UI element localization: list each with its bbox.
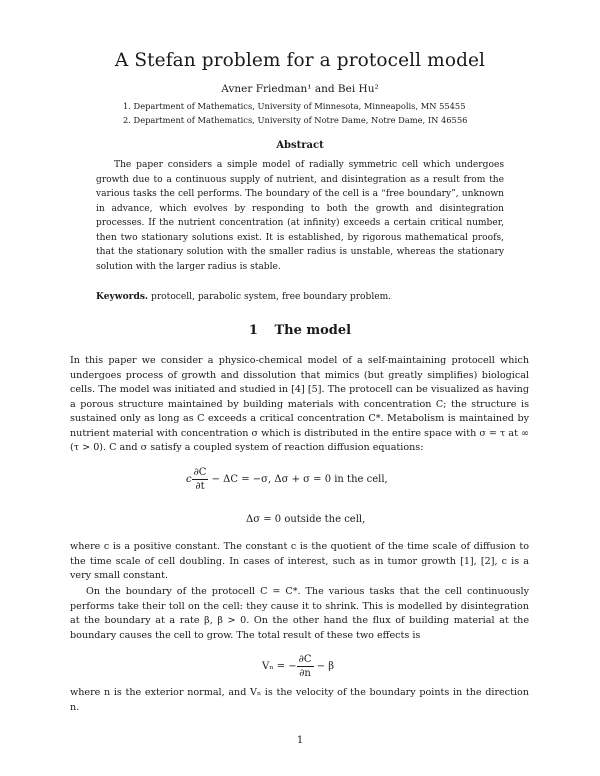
eq3-denominator: ∂n — [299, 668, 311, 679]
eq1-numerator: ∂C — [193, 467, 207, 478]
equation-2: Δσ = 0 outside the cell, — [246, 514, 366, 525]
paragraph-4: where n is the exterior normal, and Vₙ is the velocity of the boundary points in the direction n. — [70, 687, 529, 713]
abstract-heading: Abstract — [276, 140, 324, 151]
affiliation-2: 2. Department of Mathematics, University of Notre Dame, Notre Dame, IN 46556 — [123, 115, 468, 125]
section-number: 1 — [248, 323, 258, 338]
eq3-numerator: ∂C — [298, 654, 312, 665]
eq1-rest: − ΔC = −σ, Δσ + σ = 0 in the cell, — [208, 474, 388, 485]
paragraph-3: On the boundary of the protocell C = C*. The various tasks that the cell continuously performs take their toll on the cell: they cause it to shrink. This is modelled by disintegration at the boundary at a rate β, β > 0. On the other hand the flux of building material at the boundary causes the cell to grow. The total result of these two effects is — [70, 586, 529, 641]
eq1-fraction — [192, 466, 209, 493]
paragraph-2: where c is a positive constant. The constant c is the quotient of the time scale of diffusion to the time scale of cell doubling. In cases of interest, such as in tumor growth [1], [2], c is a very small constant. — [70, 541, 529, 581]
paper-title: A Stefan problem for a protocell model — [114, 50, 486, 71]
keywords-text: protocell, parabolic system, free boundary problem. — [151, 292, 392, 302]
paper-authors: Avner Friedman¹ and Bei Hu² — [221, 83, 379, 95]
keywords-label: Keywords. — [96, 291, 149, 302]
section-title: The model — [274, 323, 352, 338]
eq1-coefficient: c — [186, 474, 192, 485]
keywords-line — [96, 291, 391, 302]
eq3-rest: − β — [313, 661, 335, 672]
eq1-denominator: ∂t — [195, 481, 205, 492]
paragraph-1: In this paper we consider a physico-chemical model of a self-maintaining protocell which undergoes process of growth and dissolution that mimics (but greatly simplifies) biological cells. The model was initiated and studied in [4] [5]. The protocell can be visualized as having a porous structure maintained by building materials with concentration C; the structure is sustained only as long as C exceeds a critical concentration C*. Metabolism is maintained by nutrient material with concentration σ which is distributed in the entire space with σ = τ at ∞ (τ > 0). C and σ satisfy a coupled system of reaction diffusion equations: — [70, 355, 529, 453]
affiliation-1: 1. Department of Mathematics, University of Minnesota, Minneapolis, MN 55455 — [123, 101, 466, 111]
equation-1 — [0, 466, 600, 493]
page-number: 1 — [296, 735, 304, 746]
eq3-fraction — [297, 653, 314, 680]
abstract-text: The paper considers a simple model of radially symmetric cell which undergoes growth due to a continuous supply of nutrient, and disintegration as a result from the various tasks the cell performs. The boundary of the cell is a “free boundary”, unknown in advance, which evolves by responding to both the growth and disintegration processes. If the nutrient concentration (at infinity) exceeds a certain critical number, then two stationary solutions exist. It is established, by rigorous mathematical proofs, that the stationary solution with the smaller radius is unstable, whereas the stationary solution with the larger radius is stable. — [96, 160, 504, 272]
eq3-lhs: Vₙ = − — [262, 661, 297, 672]
equation-3 — [0, 653, 600, 680]
section-heading — [0, 323, 600, 338]
